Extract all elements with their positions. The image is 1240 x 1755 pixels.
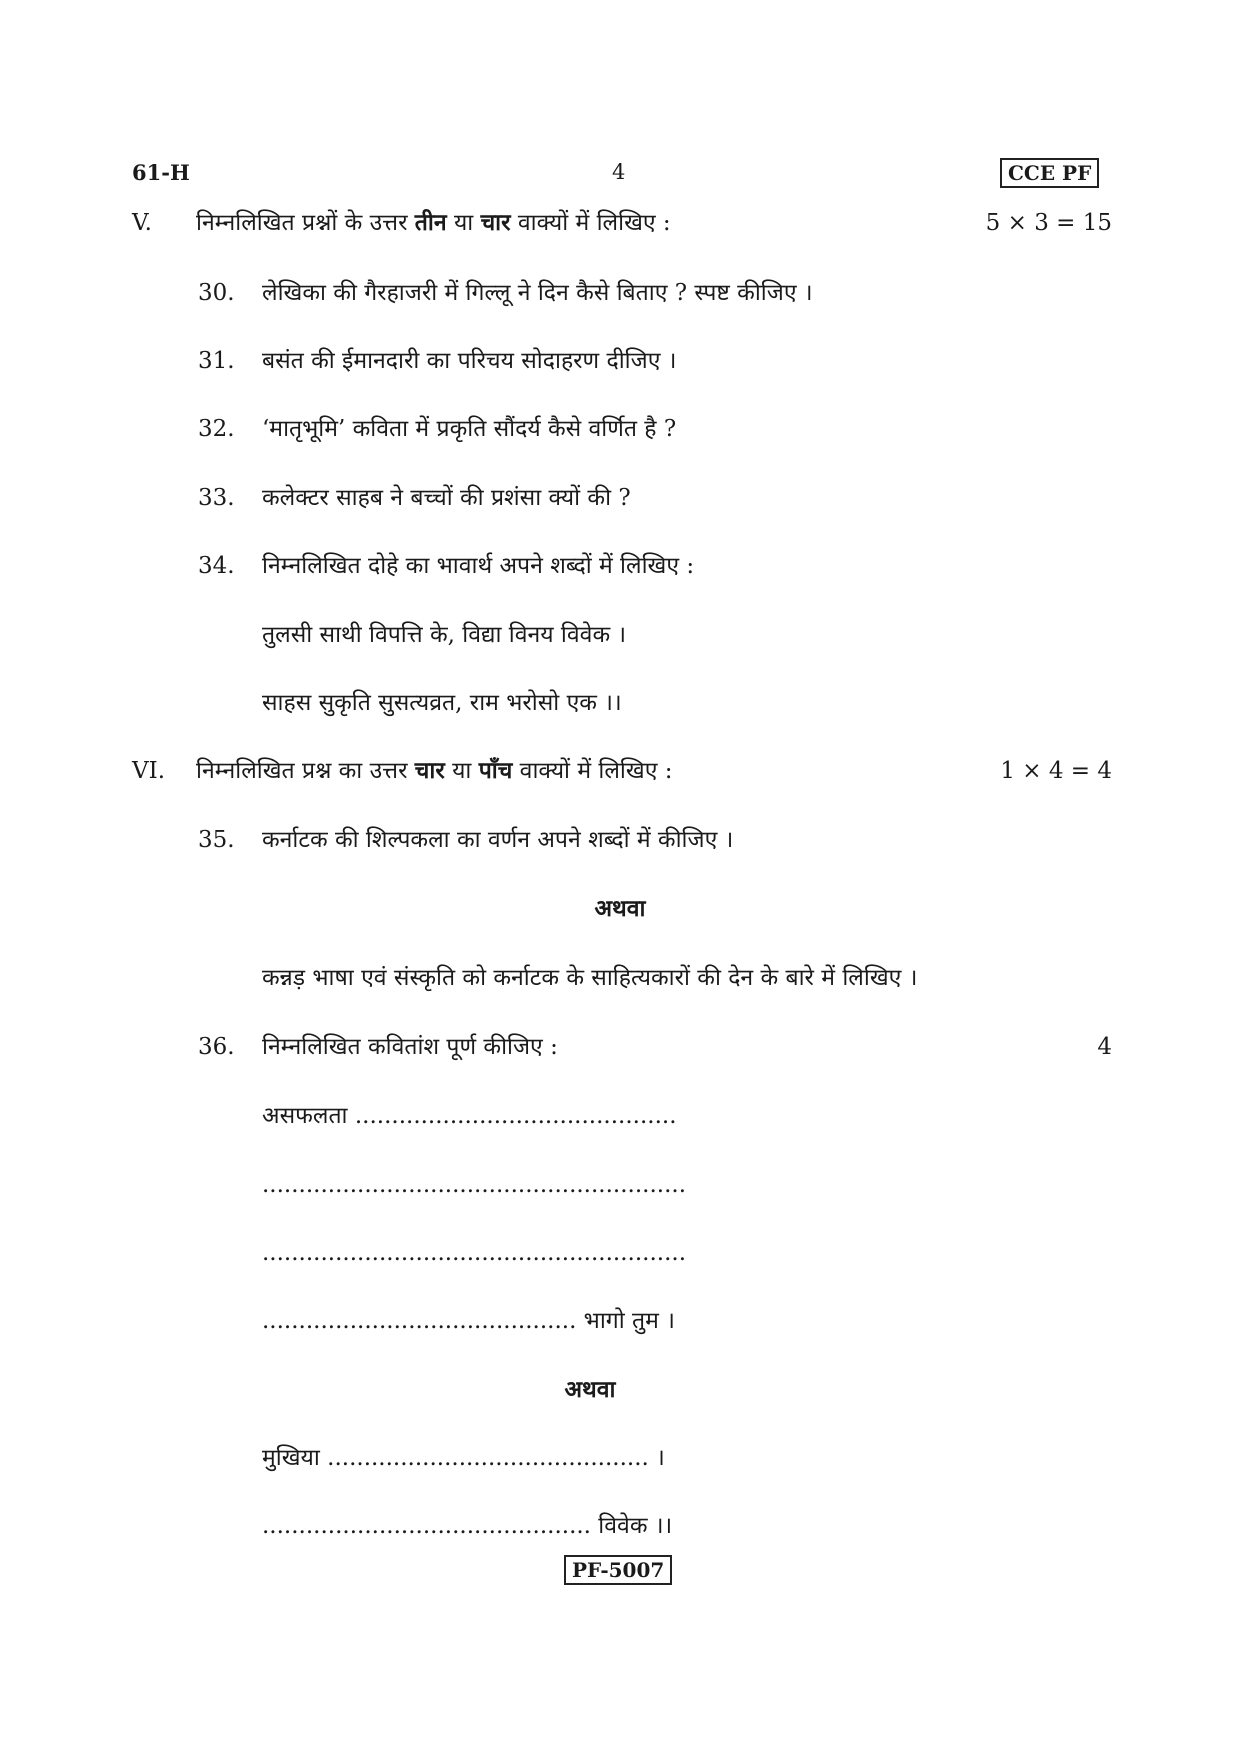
poem-line: असफलता ............................................ xyxy=(262,1103,677,1129)
question-number: 35. xyxy=(198,827,235,853)
or-divider: अथवा xyxy=(564,1376,616,1403)
question-marks: 4 xyxy=(1097,1034,1112,1060)
poem-line: .......................................................... xyxy=(262,1172,687,1198)
question-number: 32. xyxy=(198,416,235,442)
question-text: लेखिका की गैरहाजरी में गिल्लू ने दिन कैसे बिताए ? स्पष्ट कीजिए । xyxy=(262,280,813,306)
question-text: कलेक्टर साहब ने बच्चों की प्रशंसा क्यों की ? xyxy=(262,485,631,511)
exam-label-box: CCE PF xyxy=(1000,158,1099,188)
or-divider: अथवा xyxy=(594,895,646,922)
poem-line: .......................................................... xyxy=(262,1240,687,1266)
question-text: ‘मातृभूमि’ कविता में प्रकृति सौंदर्य कैसे वर्णित है ? xyxy=(262,416,677,442)
question-text: निम्नलिखित दोहे का भावार्थ अपने शब्दों में लिखिए : xyxy=(262,553,695,579)
question-text: बसंत की ईमानदारी का परिचय सोदाहरण दीजिए । xyxy=(262,348,677,374)
question-text: कर्नाटक की शिल्पकला का वर्णन अपने शब्दों में कीजिए । xyxy=(262,827,734,853)
question-text: निम्नलिखित कवितांश पूर्ण कीजिए : xyxy=(262,1034,558,1060)
doha-line-2: साहस सुकृति सुसत्यव्रत, राम भरोसो एक ।। xyxy=(262,690,622,716)
poem-line: मुखिया ............................................ । xyxy=(262,1445,665,1471)
section-v-marks: 5 × 3 = 15 xyxy=(985,210,1112,236)
page-number: 4 xyxy=(612,160,626,184)
section-v-numeral: V. xyxy=(132,210,152,236)
paper-code: 61-H xyxy=(132,160,190,185)
question-number: 36. xyxy=(198,1034,235,1060)
section-vi-instruction: निम्नलिखित प्रश्न का उत्तर चार या पाँच वाक्यों में लिखिए : xyxy=(196,757,673,784)
section-vi-marks: 1 × 4 = 4 xyxy=(1000,758,1112,784)
question-number: 31. xyxy=(198,348,235,374)
question-alternative: कन्नड़ भाषा एवं संस्कृति को कर्नाटक के साहित्यकारों की देन के बारे में लिखिए । xyxy=(262,965,918,991)
question-number: 34. xyxy=(198,553,235,579)
section-v-instruction: निम्नलिखित प्रश्नों के उत्तर तीन या चार वाक्यों में लिखिए : xyxy=(196,209,671,236)
footer-code-box: PF-5007 xyxy=(564,1555,672,1585)
question-number: 33. xyxy=(198,485,235,511)
doha-line-1: तुलसी साथी विपत्ति के, विद्या विनय विवेक । xyxy=(262,622,627,648)
question-number: 30. xyxy=(198,280,235,306)
poem-line: ............................................. विवेक ।। xyxy=(262,1513,673,1539)
poem-line: ........................................... भागो तुम । xyxy=(262,1308,675,1334)
section-vi-numeral: VI. xyxy=(132,758,166,784)
